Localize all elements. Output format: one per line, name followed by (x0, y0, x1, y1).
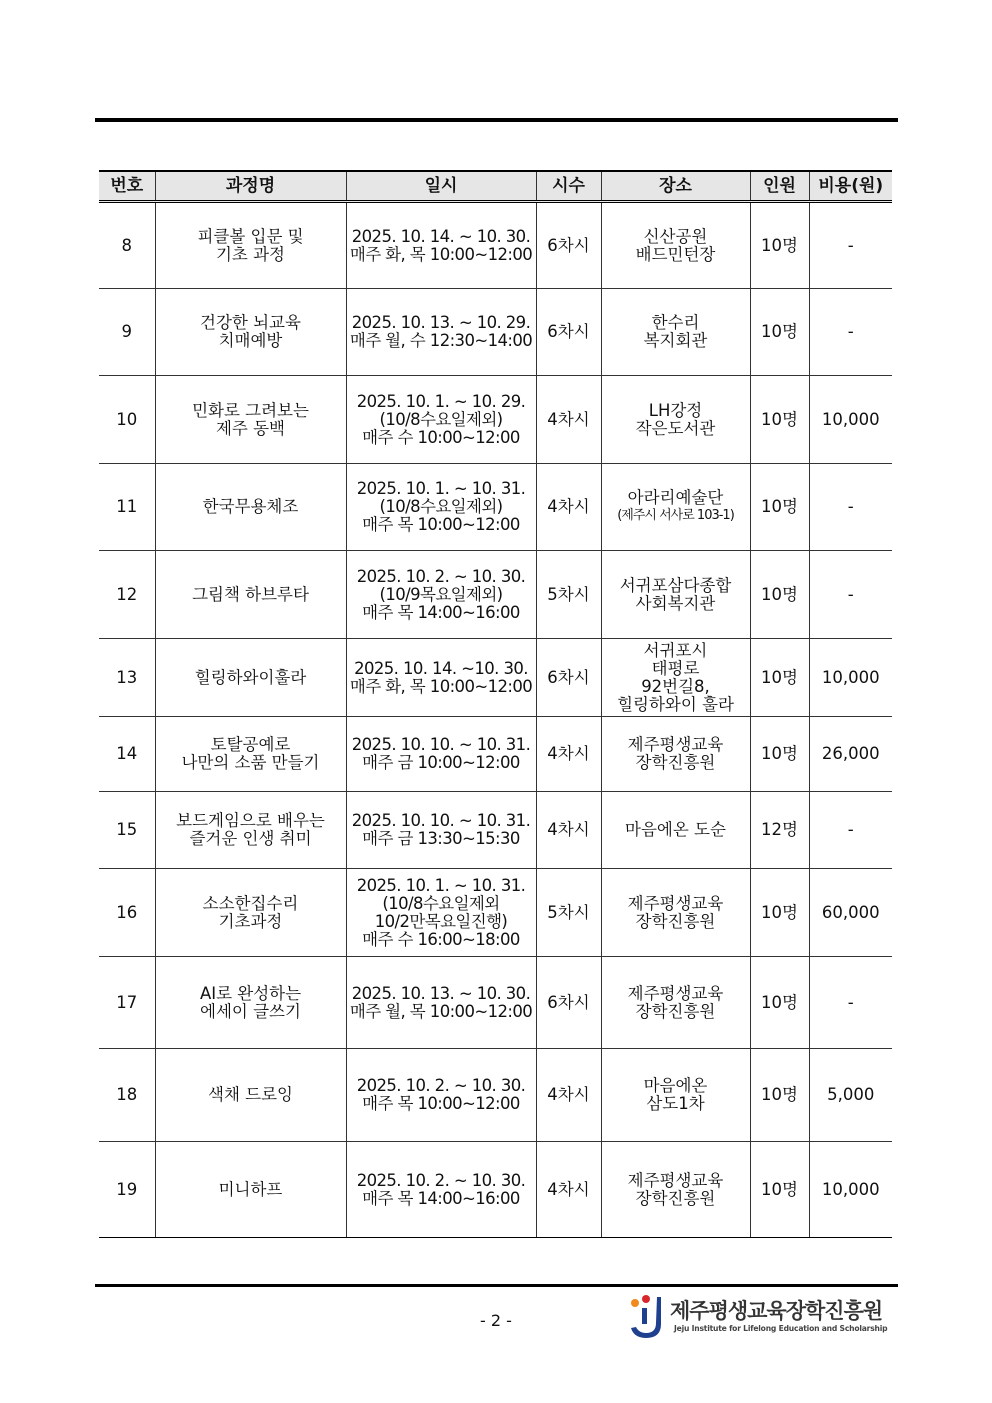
table-row (99, 376, 892, 464)
top-rule (95, 118, 898, 122)
place-cell (601, 289, 750, 376)
hours-cell: 5차시 (536, 551, 601, 639)
place-cell (601, 717, 750, 792)
institute-name: 제주평생교육장학진흥원 (670, 1299, 883, 1323)
number-cell: 9 (99, 289, 155, 376)
header-place: 장소 (601, 171, 750, 202)
place-line: 서귀포삼다종합 (619, 575, 732, 595)
cost-cell: - (809, 202, 892, 289)
institute-logo (628, 1294, 896, 1342)
hours-cell: 4차시 (536, 1142, 601, 1238)
cost-cell: 10,000 (809, 1142, 892, 1238)
place-line: (제주시 서사로 103-1) (617, 508, 734, 523)
number-cell: 12 (99, 551, 155, 639)
table-row (99, 1049, 892, 1142)
place-line: LH강정 (648, 400, 703, 420)
course-cell (155, 202, 346, 289)
date-cell (346, 551, 536, 639)
course-line: 치매예방 (218, 331, 283, 350)
course-cell (155, 1049, 346, 1142)
date-cell (346, 1049, 536, 1142)
date-cell (346, 202, 536, 289)
course-line: 에세이 글쓰기 (200, 1001, 301, 1021)
course-cell (155, 957, 346, 1049)
date-line: 매주 목 14:00~16:00 (362, 1188, 520, 1208)
course-cell (155, 464, 346, 551)
date-line: 2025. 10. 1. ~ 10. 31. (356, 875, 526, 895)
people-cell: 10명 (750, 376, 809, 464)
date-line: 매주 목 14:00~16:00 (362, 602, 520, 622)
date-cell (346, 957, 536, 1049)
cost-cell: - (809, 289, 892, 376)
course-schedule-table (99, 170, 892, 1238)
place-line: 태평로 (651, 658, 700, 678)
date-line: 2025. 10. 10. ~ 10. 31. (351, 735, 531, 754)
course-cell (155, 717, 346, 792)
people-cell: 10명 (750, 869, 809, 957)
table-row (99, 639, 892, 717)
date-cell (346, 639, 536, 717)
place-cell (601, 639, 750, 717)
course-line: 나만의 소품 만들기 (181, 753, 320, 772)
people-cell: 10명 (750, 1049, 809, 1142)
header-cost: 비용(원) (809, 171, 892, 202)
course-line: 한국무용체조 (202, 497, 299, 516)
hours-cell: 4차시 (536, 464, 601, 551)
cost-cell: - (809, 464, 892, 551)
date-line: 2025. 10. 13. ~ 10. 29. (351, 313, 531, 332)
place-line: 제주평생교육 (627, 1170, 724, 1190)
date-line: 매주 월, 수 12:30~14:00 (349, 331, 533, 350)
place-line: 사회복지관 (635, 593, 716, 613)
cost-cell: 10,000 (809, 639, 892, 717)
number-cell: 10 (99, 376, 155, 464)
date-line: 매주 월, 목 10:00~12:00 (349, 1001, 533, 1021)
place-line: 장학진흥원 (635, 1001, 716, 1021)
place-line: 복지회관 (643, 331, 708, 350)
table-row (99, 717, 892, 792)
hours-cell: 5차시 (536, 869, 601, 957)
place-line: 서귀포시 (643, 640, 708, 660)
table-row (99, 289, 892, 376)
header-hours: 시수 (536, 171, 601, 202)
date-line: 2025. 10. 1. ~ 10. 31. (356, 479, 526, 498)
date-line: 매주 화, 목 10:00~12:00 (349, 676, 533, 696)
table-body (99, 202, 892, 1238)
date-line: 2025. 10. 13. ~ 10. 30. (351, 983, 531, 1003)
bottom-rule (95, 1284, 898, 1287)
date-line: 매주 수 16:00~18:00 (362, 929, 520, 949)
hours-cell: 6차시 (536, 639, 601, 717)
cost-cell: - (809, 792, 892, 869)
date-line: 10/2만목요일진행) (374, 911, 508, 931)
table-row (99, 792, 892, 869)
course-line: 피클볼 입문 및 (197, 226, 304, 246)
course-line: 토탈공예로 (210, 735, 291, 754)
place-cell (601, 869, 750, 957)
number-cell: 11 (99, 464, 155, 551)
cost-cell: 26,000 (809, 717, 892, 792)
course-cell (155, 376, 346, 464)
institute-english-name: Jeju Institute for Lifelong Education and Scholarship (674, 1324, 888, 1333)
people-cell: 10명 (750, 1142, 809, 1238)
course-cell (155, 869, 346, 957)
course-line: 기초 과정 (215, 244, 285, 264)
hours-cell: 4차시 (536, 717, 601, 792)
date-line: 매주 목 10:00~12:00 (362, 515, 520, 534)
table-row (99, 869, 892, 957)
place-line: 92번길8, (641, 676, 710, 696)
people-cell: 10명 (750, 551, 809, 639)
number-cell: 15 (99, 792, 155, 869)
place-line: 마음에온 도순 (625, 820, 726, 839)
date-line: 2025. 10. 14. ~ 10. 30. (351, 226, 531, 246)
page-number: - 2 - (480, 1311, 512, 1330)
place-line: 제주평생교육 (627, 893, 724, 913)
date-line: 2025. 10. 2. ~ 10. 30. (356, 1076, 526, 1095)
number-cell: 19 (99, 1142, 155, 1238)
course-cell (155, 1142, 346, 1238)
cost-cell: - (809, 551, 892, 639)
hours-cell: 6차시 (536, 289, 601, 376)
date-cell (346, 1142, 536, 1238)
course-cell (155, 792, 346, 869)
course-line: 즐거운 인생 취미 (189, 829, 312, 848)
course-line: 민화로 그려보는 (192, 400, 309, 420)
people-cell: 10명 (750, 717, 809, 792)
date-cell (346, 464, 536, 551)
course-line: 색채 드로잉 (208, 1085, 293, 1104)
course-line: 미니하프 (218, 1179, 283, 1199)
date-line: 2025. 10. 10. ~ 10. 31. (351, 811, 531, 830)
place-line: 장학진흥원 (635, 1188, 716, 1208)
place-cell (601, 551, 750, 639)
date-line: 매주 화, 목 10:00~12:00 (349, 244, 533, 264)
header-course: 과정명 (155, 171, 346, 202)
date-line: 매주 금 13:30~15:30 (362, 829, 520, 848)
place-line: 배드민턴장 (635, 244, 716, 264)
table-row (99, 551, 892, 639)
date-cell (346, 792, 536, 869)
course-line: 제주 동백 (215, 418, 285, 438)
cost-cell: - (809, 957, 892, 1049)
place-line: 힐링하와이 훌라 (617, 694, 734, 714)
hours-cell: 6차시 (536, 202, 601, 289)
place-line: 제주평생교육 (627, 735, 724, 754)
place-cell (601, 1049, 750, 1142)
date-cell (346, 717, 536, 792)
hours-cell: 4차시 (536, 1049, 601, 1142)
course-line: 기초과정 (218, 911, 283, 931)
date-line: (10/8수요일제외 (382, 893, 500, 913)
place-line: 신산공원 (643, 226, 708, 246)
course-line: 소소한집수리 (202, 893, 299, 913)
hours-cell: 6차시 (536, 957, 601, 1049)
date-line: 2025. 10. 2. ~ 10. 30. (356, 1170, 526, 1190)
number-cell: 18 (99, 1049, 155, 1142)
people-cell: 10명 (750, 957, 809, 1049)
header-number: 번호 (99, 171, 155, 202)
header-people: 인원 (750, 171, 809, 202)
number-cell: 13 (99, 639, 155, 717)
place-cell (601, 792, 750, 869)
course-line: 그림책 하브루타 (192, 584, 309, 604)
date-cell (346, 289, 536, 376)
place-cell (601, 376, 750, 464)
date-line: (10/8수요일제외) (379, 497, 503, 516)
number-cell: 8 (99, 202, 155, 289)
course-line: 건강한 뇌교육 (200, 313, 301, 332)
date-line: (10/9목요일제외) (379, 584, 503, 604)
people-cell: 10명 (750, 202, 809, 289)
date-line: 2025. 10. 2. ~ 10. 30. (356, 566, 526, 586)
place-line: 장학진흥원 (635, 753, 716, 772)
course-cell (155, 551, 346, 639)
people-cell: 10명 (750, 289, 809, 376)
place-line: 한수리 (651, 313, 700, 332)
cost-cell: 10,000 (809, 376, 892, 464)
course-line: 힐링하와이훌라 (194, 667, 307, 687)
course-line: 보드게임으로 배우는 (176, 811, 325, 830)
table-row (99, 957, 892, 1049)
cost-cell: 60,000 (809, 869, 892, 957)
table-row (99, 1142, 892, 1238)
place-cell (601, 202, 750, 289)
date-line: 매주 금 10:00~12:00 (362, 753, 520, 772)
place-line: 제주평생교육 (627, 983, 724, 1003)
hours-cell: 4차시 (536, 376, 601, 464)
place-line: 아라리예술단 (627, 488, 724, 507)
number-cell: 17 (99, 957, 155, 1049)
people-cell: 10명 (750, 464, 809, 551)
table-row (99, 202, 892, 289)
people-cell: 10명 (750, 639, 809, 717)
place-line: 삼도1차 (646, 1094, 705, 1113)
date-line: 2025. 10. 14. ~10. 30. (354, 658, 528, 678)
date-line: 매주 수 10:00~12:00 (362, 427, 520, 447)
date-line: (10/8수요일제외) (379, 409, 503, 429)
place-line: 작은도서관 (635, 418, 716, 438)
header-date: 일시 (346, 171, 536, 202)
course-cell (155, 289, 346, 376)
cost-cell: 5,000 (809, 1049, 892, 1142)
place-cell (601, 464, 750, 551)
date-line: 매주 목 10:00~12:00 (362, 1094, 520, 1113)
header-row (99, 171, 892, 202)
number-cell: 16 (99, 869, 155, 957)
place-cell (601, 1142, 750, 1238)
people-cell: 12명 (750, 792, 809, 869)
course-line: AI로 완성하는 (199, 983, 302, 1003)
course-cell (155, 639, 346, 717)
hours-cell: 4차시 (536, 792, 601, 869)
table-row (99, 464, 892, 551)
date-cell (346, 376, 536, 464)
place-line: 장학진흥원 (635, 911, 716, 931)
number-cell: 14 (99, 717, 155, 792)
date-cell (346, 869, 536, 957)
date-line: 2025. 10. 1. ~ 10. 29. (356, 391, 526, 411)
place-line: 마음에온 (643, 1076, 708, 1095)
place-cell (601, 957, 750, 1049)
institute-logo-mark-icon (628, 1294, 664, 1340)
